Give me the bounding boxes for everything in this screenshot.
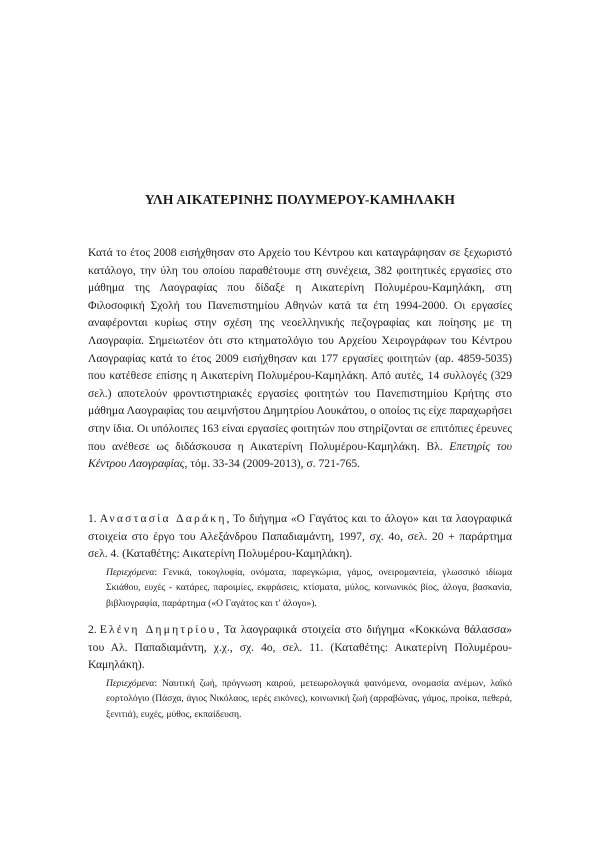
entry-contents-label: Περιεχόμενα xyxy=(106,566,155,578)
entry-contents-text: : Ναυτική ζωή, πρόγνωση καιρού, μετεωρολογικά φαινόμενα, ονομασία ανέμων, λαϊκό εορτολόγιο (Πάσχα, άγιος Νικόλαος, ιερές εικόνες), κοινωνική ζωή (αρραβώνας, γάμος, προίκα, πεθερά, ξενιτιά), ευχές, μύθος, εκπαίδευση. xyxy=(106,677,512,720)
entry-main xyxy=(88,510,512,563)
entry-contents xyxy=(106,676,512,722)
catalog-entry xyxy=(88,510,512,611)
entry-contents xyxy=(106,565,512,611)
intro-text: Κατά το έτος 2008 εισήχθησαν στο Αρχείο του Κέντρου και καταγράφησαν σε ξεχωριστό κατάλογο, την ύλη του οποίου παραθέτουμε στη συνέχεια, 382 φοιτητικές εργασίες στο μάθημα της Λαογραφίας που δίδαξε η Αικατερίνη Πολυμέρου-Καμηλάκη, στη Φιλοσοφική Σχολή του Πανεπιστημίου Αθηνών κατά τα έτη 1994-2000. Οι εργασίες αναφέρονται κυρίως στην σχέση της νεοελληνικής πεζογραφίας και ποίησης με τη Λαογραφία. Σημειωτέον ότι στο κτηματολόγιο του Αρχείου Χειρογράφων του Κέντρου Λαογραφίας κατά το έτος 2009 εισήχθησαν και 177 εργασίες φοιτητών (αρ. 4859-5035) που κατέθεσε επίσης η Αικατερίνη Πολυμέρου-Καμηλάκη. Από αυτές, 14 συλλογές (329 σελ.) αποτελούν φροντιστηριακές εργασίες φοιτητών του Πανεπιστημίου Κρήτης στο μάθημα Λαογραφίας του αειμνήστου Δημητρίου Λουκάτου, ο οποίος τις είχε παραχωρήσει στην ίδια. Οι υπόλοιπες 163 είναι εργασίες φοιτητών που στηρίζονται σε επιτόπιες έρευνες που ανέθεσε ως διδάσκουσα η Αικατερίνη Πολυμέρου-Καμηλάκη. Βλ. xyxy=(88,246,512,453)
intro-citation-rest: , τόμ. 33-34 (2009-2013), σ. 721-765. xyxy=(184,457,361,471)
entry-number: 1. xyxy=(88,512,97,525)
entry-author: Ελένη Δημητρίου xyxy=(99,623,217,636)
intro-paragraph xyxy=(88,244,512,473)
entry-contents-label: Περιεχόμενα xyxy=(106,677,155,689)
entry-contents-text: : Γενικά, τοκογλυφία, ονόματα, παρεγκώμια, γάμος, ονειρομαντεία, γλωσσικό ιδίωμα Σκιάθου, ευχές - κατάρες, παροιμίες, εκφράσεις, κτίσματα, μύλος, κοινωνικός βίος, άλογα, βασκανία, βιβλιογραφία, παράρτημα («Ο Γαγάτος και τ' άλογο»). xyxy=(106,566,512,609)
intro-citation-title: Επετηρίς του Κέντρου Λαογραφίας xyxy=(88,439,512,471)
entry-main xyxy=(88,621,512,674)
entry-author: Αναστασία Δαράκη xyxy=(99,512,227,525)
catalog-entry xyxy=(88,621,512,722)
page-title: ΥΛΗ ΑΙΚΑΤΕΡΙΝΗΣ ΠΟΛΥΜΕΡΟΥ-ΚΑΜΗΛΑΚΗ xyxy=(144,192,456,207)
entry-description: , Τα λαογραφικά στοιχεία στο διήγημα «Κοκκώνα θάλασσα» του Αλ. Παπαδιαμάντη, χ.χ., σχ. 4ο, σελ. 11. (Καταθέτης: Αικατερίνη Πολυμέρου-Καμηλάκη). xyxy=(88,623,512,672)
entry-description: , Το διήγημα «Ο Γαγάτος και το άλογο» και τα λαογραφικά στοιχεία στο έργο του Αλεξάνδρου Παπαδιαμάντη, 1997, σχ. 4ο, σελ. 20 + παράρτημα σελ. 4. (Καταθέτης: Αικατερίνη Πολυμέρου-Καμηλάκη). xyxy=(88,512,512,561)
entry-number: 2. xyxy=(88,623,97,636)
